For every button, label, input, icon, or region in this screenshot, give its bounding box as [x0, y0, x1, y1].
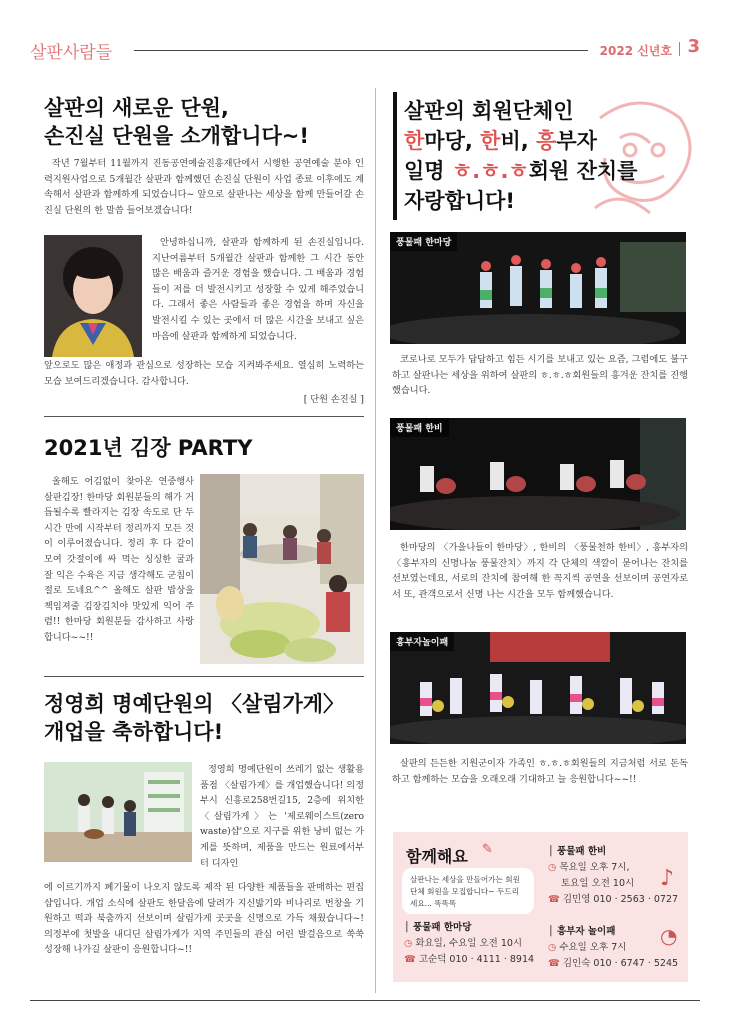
heungbuja-text: 살판의 든든한 지원군이자 가족인 ㅎ.ㅎ.ㅎ회원들의 지금처럼 서로 돈독하고 함께하는 모습을 오래오래 기대하고 늘 응원합니다~~!! [392, 758, 688, 785]
shop-body-end: 에 이르기까지 폐기물이 나오지 않도록 제작 된 다양한 제품들을 판매하는 편집샵입니다. 개업 소식에 살판도 한달음에 달려가 지신밟기와 비나리로 번창을 기원하고 떡과 북춤까지 선보이며 살림가게 곳곳을 신명으로 가득 채웠습니다~! 의정부에 첫발을 내디딘 살림가게가 지역 주민들의 관심 어린 발걸음으로 쑥쑥 성장해 나가길 살판이 응원합니다~!! [44, 882, 364, 956]
group-heungbuja: │ 흥부자 놀이패 ◷ 수요일 오후 7시 ☎ 김인숙 010 · 6747 · 5245 [548, 924, 688, 972]
fan-icon: ◔ [660, 924, 678, 948]
drumstick-icon: ✎ [482, 842, 493, 857]
right-title: 살판의 회원단체인 한마당, 한비, 흥부자 일명 ㅎ.ㅎ.ㅎ회원 잔치를 자랑합니다! [404, 99, 638, 213]
phone-icon: ☎ [404, 954, 416, 965]
clock-icon: ◷ [548, 942, 557, 953]
article-divider [44, 416, 364, 417]
member-statement-end: 앞으로도 많은 애정과 관심으로 성장하는 모습 지켜봐주세요. 열심히 노력하는 모습 보여드리겠습니다. 감사합니다. [44, 360, 364, 387]
kimjang-title: 2021년 김장 PARTY [44, 436, 253, 460]
photo-label: 풍물패 한비 [390, 418, 449, 437]
column-divider [375, 88, 376, 993]
contact-title: 함께해요 [406, 847, 468, 866]
shop-body: 정영희 명예단원이 쓰레기 없는 생활용품점 〈살림가게〉를 개업했습니다! 의정부시 신흥로258번길15, 2층에 위치한 〈살림가게〉는 '제로웨이스트(zero waste)샵'으로 지구를 위한 낭비 없는 가게를 뜻하며, 제품을 만드는 원료에서부터 디자인 [200, 764, 364, 869]
clock-icon: ◷ [404, 938, 413, 949]
hanmadang-text: 코로나로 모두가 답답하고 힘든 시기를 보내고 있는 요즘, 그럼에도 불구하고 살판나는 세상을 위하여 살판의 ㅎ.ㅎ.ㅎ회원들의 흥겨운 잔치를 진행했습니다. [392, 354, 688, 397]
group-name: │ 풍물패 한비 [548, 846, 607, 857]
header-rule [134, 50, 588, 51]
member-signature: [ 단원 손진실 ] [303, 394, 364, 405]
kimjang-photo [200, 474, 364, 664]
page-header [30, 38, 700, 62]
photo-hanmadang [390, 232, 686, 344]
group-hanbi: │ 풍물패 한비 ◷ 목요일 오후 7시, 토요일 오전 10시 ☎ 김민영 010 · 2563 · 0727 [548, 844, 688, 908]
group-name: │ 풍물패 한마당 [404, 922, 472, 933]
photo-heungbuja [390, 632, 686, 744]
shop-photo [44, 762, 192, 862]
page-footer-rule [30, 1000, 700, 1001]
photo-hanbi [390, 418, 686, 530]
clock-icon: ◷ [548, 862, 557, 873]
phone-icon: ☎ [548, 894, 560, 905]
page-number: 3 [687, 36, 700, 57]
group-hanmadang: │ 풍물패 한마당 ◷ 화요일, 수요일 오전 10시 ☎ 고순덕 010 · 4111 · 8914 [404, 920, 544, 968]
hanbi-text: 한마당의 〈가을나들이 한마당〉, 한비의 〈풍물천하 한비〉, 흥부자의 〈흥부자의 신명나눔 풍물잔치〉까지 각 단체의 색깔이 묻어나는 잔치를 선보였는데요, 서로의 잔치에 참여해 한 꼭지씩 공연을 선보이며 공연자로서 또, 관객으로서 신명 나는 시간을 모두 함께했습니다. [392, 542, 688, 600]
group-name: │ 흥부자 놀이패 [548, 926, 616, 937]
photo-label: 풍물패 한마당 [390, 232, 457, 251]
article-new-member [44, 94, 364, 150]
header-separator [679, 42, 680, 56]
title-accent-bar [393, 92, 397, 220]
article-title: 살판의 새로운 단원, 손진실 단원을 소개합니다~! [44, 96, 309, 148]
recruit-bubble: 살판나는 세상을 만들어가는 회원단체 회원을 모집합니다~ 두드리세요... 똑똑똑 [402, 868, 534, 914]
member-portrait [44, 235, 142, 357]
member-statement: 안녕하십니까, 살판과 함께하게 된 손진실입니다. 지난여름부터 5개월간 살판과 함께한 그 시간 동안 많은 배움과 즐거운 경험을 했습니다. 그 배움과 경험들이 저를 더 발전시키고 성장할 수 있게 해주었습니다. 그래서 좋은 사람들과 좋은 경험을 하며 자신을 발전시킬 수 있는 곳에서 더 많은 시간을 보내고 싶은 마음에 살판과 함께하게 되었습니다. [152, 237, 364, 342]
section-title: 살판사람들 [30, 43, 113, 63]
kimjang-body: 올해도 어김없이 찾아온 연중행사 살판김장! 한마당 회원분들의 해가 거듭될수록 빨라지는 김장 속도로 단 두 시간 만에 시작부터 정리까지 모든 것이 이루어졌습니다. 정리 후 다 같이 모여 갓절이에 싸 먹는 싱싱한 굴과 잘 익은 수육은 지금 생각해도 군침이 절로 도네요^^ 올해도 살판 밥상을 책임져줄 김장김치야 맛있게 익어 주렴!! 한마당 회원분들 감사하고 사랑합니다~~!! [44, 476, 194, 643]
shop-title: 정영희 명예단원의 〈살림가게〉 개업을 축하합니다! [44, 692, 345, 744]
article-intro: 작년 7월부터 11월까지 진동공연예술진흥재단에서 시행한 공연예술 분야 인력지원사업으로 5개월간 살판과 함께했던 손진실 단원이 사업 종료 이후에도 계속해서 살판과 함께하게 되었습니다~ 앞으로 살판나는 세상을 함께 만들어갈 손진실 단원의 한 말씀 들어보겠습니다! [44, 158, 364, 216]
phone-icon: ☎ [548, 958, 560, 969]
photo-label: 흥부자놀이패 [390, 632, 454, 651]
horn-icon: ♪ [660, 866, 675, 891]
issue-label: 2022 신년호 [599, 44, 672, 58]
article-divider-2 [44, 676, 364, 677]
